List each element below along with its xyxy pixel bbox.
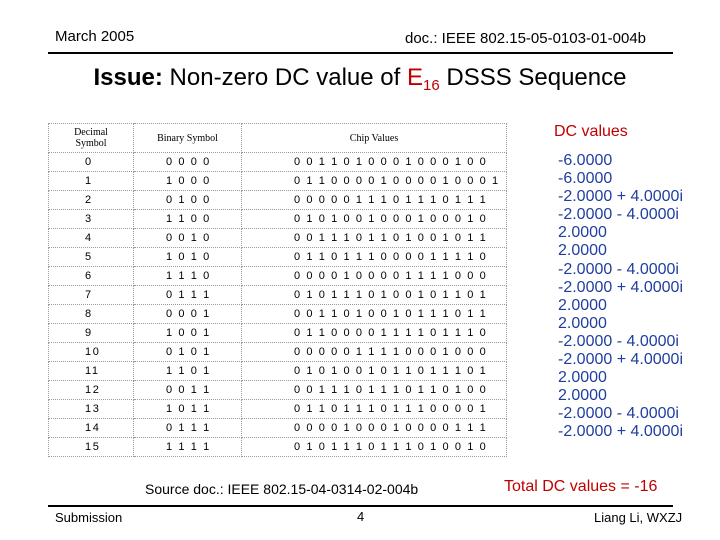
cell-binary: 1 0 1 1 xyxy=(134,400,242,419)
cell-decimal: 10 xyxy=(49,343,134,362)
cell-chips: 0 0 0 0 0 1 1 1 0 1 1 1 0 1 1 1 xyxy=(242,191,507,210)
dc-value: -2.0000 + 4.0000i xyxy=(558,351,683,369)
dc-value: -2.0000 + 4.0000i xyxy=(558,278,683,296)
cell-chips: 0 1 0 1 0 0 1 0 0 0 1 0 0 0 1 0 xyxy=(242,210,507,229)
cell-binary: 0 1 0 0 xyxy=(134,191,242,210)
table-row xyxy=(49,400,507,419)
dc-value: -2.0000 + 4.0000i xyxy=(558,423,683,441)
title-highlight: E xyxy=(406,64,423,91)
cell-decimal: 2 xyxy=(49,191,134,210)
cell-decimal: 8 xyxy=(49,305,134,324)
cell-chips: 0 1 1 0 1 1 1 0 0 0 0 1 1 1 1 0 xyxy=(242,248,507,267)
cell-decimal: 3 xyxy=(49,210,134,229)
table-row xyxy=(49,153,507,172)
table-row xyxy=(49,381,507,400)
cell-binary: 0 0 1 1 xyxy=(134,381,242,400)
dc-value: -6.0000 xyxy=(558,152,613,169)
dc-values-heading: DC values xyxy=(554,123,628,140)
footer-author: Liang Li, WXZJ xyxy=(594,510,683,525)
dc-value: -2.0000 - 4.0000i xyxy=(558,332,679,350)
header-date: March 2005 xyxy=(55,28,135,45)
cell-binary: 0 1 0 1 xyxy=(134,343,242,362)
cell-chips: 0 1 0 1 1 1 0 1 0 0 1 0 1 1 0 1 xyxy=(242,286,507,305)
cell-decimal: 12 xyxy=(49,381,134,400)
table-row xyxy=(49,324,507,343)
title-lead: Issue: xyxy=(93,64,163,91)
dc-value: -2.0000 - 4.0000i xyxy=(558,405,679,423)
table-row xyxy=(49,191,507,210)
dc-value: -2.0000 + 4.0000i xyxy=(558,188,683,206)
cell-binary: 1 1 1 1 xyxy=(134,438,242,457)
table-row xyxy=(49,229,507,248)
dc-value: 2.0000 xyxy=(558,387,607,405)
footer-submission: Submission xyxy=(55,510,123,525)
table-row xyxy=(49,267,507,286)
dc-values-list xyxy=(558,152,683,442)
table-body xyxy=(49,153,507,457)
table-row xyxy=(49,343,507,362)
column-header-decimal-line1: Decimal xyxy=(74,127,108,138)
dc-value: -2.0000 - 4.0000i xyxy=(558,206,679,224)
cell-decimal: 6 xyxy=(49,267,134,286)
dc-value: 2.0000 xyxy=(558,242,607,260)
table-row xyxy=(49,362,507,381)
cell-chips: 0 1 0 1 0 0 1 0 1 1 0 1 1 1 0 1 xyxy=(242,362,507,381)
cell-decimal: 11 xyxy=(49,362,134,381)
cell-chips: 0 0 1 1 1 0 1 1 0 1 0 0 1 0 1 1 xyxy=(242,229,507,248)
table-row xyxy=(49,210,507,229)
cell-chips: 0 0 1 1 0 1 0 0 0 1 0 0 0 1 0 0 xyxy=(242,153,507,172)
table-row xyxy=(49,305,507,324)
table-row xyxy=(49,419,507,438)
source-note: Source doc.: IEEE 802.15-04-0314-02-004b xyxy=(145,481,419,497)
title-subscript: 16 xyxy=(423,77,440,94)
dc-value: 2.0000 xyxy=(558,314,607,332)
cell-chips: 0 1 0 1 1 1 0 1 1 1 0 1 0 0 1 0 xyxy=(242,438,507,457)
cell-chips: 0 1 1 0 0 0 0 1 1 1 1 0 1 1 1 0 xyxy=(242,324,507,343)
cell-chips: 0 1 1 0 0 0 0 1 0 0 0 0 1 0 0 0 1 xyxy=(242,172,507,191)
dc-value: 2.0000 xyxy=(558,296,607,314)
dc-value: -2.0000 - 4.0000i xyxy=(558,260,679,278)
cell-decimal: 4 xyxy=(49,229,134,248)
dc-value: -6.0000 xyxy=(558,170,613,188)
page-number: 4 xyxy=(357,509,365,524)
cell-chips: 0 0 1 1 1 0 1 1 1 0 1 1 0 1 0 0 xyxy=(242,381,507,400)
cell-chips: 0 0 0 0 0 1 1 1 1 0 0 0 1 0 0 0 xyxy=(242,343,507,362)
cell-chips: 0 0 0 0 1 0 0 0 0 1 1 1 1 0 0 0 xyxy=(242,267,507,286)
column-header-decimal xyxy=(49,124,134,153)
cell-binary: 0 0 1 0 xyxy=(134,229,242,248)
cell-decimal: 15 xyxy=(49,438,134,457)
cell-chips: 0 0 0 0 1 0 0 0 1 0 0 0 0 1 1 1 xyxy=(242,419,507,438)
cell-chips: 0 0 1 1 0 1 0 0 1 0 1 1 1 0 1 1 xyxy=(242,305,507,324)
cell-chips: 0 1 1 0 1 1 1 0 1 1 1 0 0 0 0 1 xyxy=(242,400,507,419)
cell-binary: 1 0 0 0 xyxy=(134,172,242,191)
cell-binary: 0 1 1 1 xyxy=(134,286,242,305)
slide-title xyxy=(0,64,720,94)
cell-decimal: 5 xyxy=(49,248,134,267)
cell-binary: 0 0 0 1 xyxy=(134,305,242,324)
total-dc: Total DC values = -16 xyxy=(504,478,658,495)
cell-decimal: 0 xyxy=(49,153,134,172)
cell-decimal: 7 xyxy=(49,286,134,305)
table-row xyxy=(49,172,507,191)
cell-binary: 0 0 0 0 xyxy=(134,153,242,172)
title-text-after: DSSS Sequence xyxy=(446,64,627,91)
dc-value: 2.0000 xyxy=(558,224,607,242)
column-header-binary: Binary Symbol xyxy=(134,124,242,153)
table-header-row xyxy=(49,124,507,153)
column-header-decimal-line2: Symbol xyxy=(75,138,107,149)
cell-binary: 1 1 1 0 xyxy=(134,267,242,286)
table-row xyxy=(49,286,507,305)
chip-table xyxy=(48,123,507,457)
footer-divider xyxy=(48,505,673,507)
cell-decimal: 13 xyxy=(49,400,134,419)
dc-value: 2.0000 xyxy=(558,369,607,387)
cell-binary: 1 0 1 0 xyxy=(134,248,242,267)
table-row xyxy=(49,438,507,457)
column-header-chips: Chip Values xyxy=(242,124,507,153)
title-text: Non-zero DC value of xyxy=(169,64,401,91)
cell-binary: 0 1 1 1 xyxy=(134,419,242,438)
header-divider xyxy=(48,52,673,54)
cell-decimal: 1 xyxy=(49,172,134,191)
table-row xyxy=(49,248,507,267)
header-doc-ref: doc.: IEEE 802.15-05-0103-01-004b xyxy=(405,30,647,47)
cell-binary: 1 1 0 1 xyxy=(134,362,242,381)
cell-decimal: 14 xyxy=(49,419,134,438)
cell-decimal: 9 xyxy=(49,324,134,343)
cell-binary: 1 1 0 0 xyxy=(134,210,242,229)
cell-binary: 1 0 0 1 xyxy=(134,324,242,343)
